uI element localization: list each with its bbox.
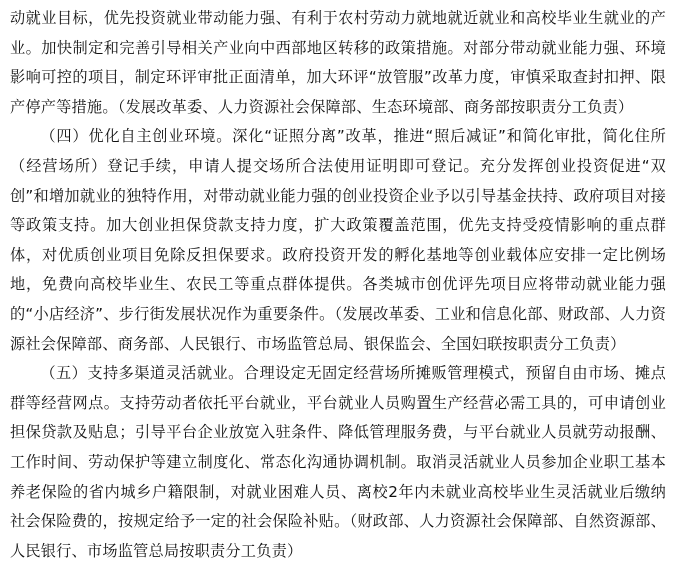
- paragraph-continued: 动就业目标，优先投资就业带动能力强、有利于农村劳动力就地就近就业和高校毕业生就业的产业。加快制定和完善引导相关产业向中西部地区转移的政策措施。对部分带动就业能力强、环境影响可控的项目，制定环评审批正面清单，加大环评“放管服”改革力度，审慎采取查封扣押、限产停产等措施。（发展改革委、人力资源社会保障部、生态环境部、商务部按职责分工负责）: [10, 9, 666, 116]
- paragraph-section-four: （四）优化自主创业环境。深化“证照分离”改革，推进“照后减证”和简化审批，简化住所（经营场所）登记手续，申请人提交场所合法使用证明即可登记。充分发挥创业投资促进“双创”和增加就业的独特作用，对带动就业能力强的创业投资企业予以引导基金扶持、政府项目对接等政策支持。加大创业担保贷款支持力度，扩大政策覆盖范围，优先支持受疫情影响的重点群体，对优质创业项目免除反担保要求。政府投资开发的孵化基地等创业载体应安排一定比例场地，免费向高校毕业生、农民工等重点群体提供。各类城市创优评先项目应将带动就业能力强的“小店经济”、步行街发展状况作为重要条件。（发展改革委、工业和信息化部、财政部、人力资源社会保障部、商务部、人民银行、市场监管总局、银保监会、全国妇联按职责分工负责）: [10, 127, 666, 353]
- paragraph-section-five: （五）支持多渠道灵活就业。合理设定无固定经营场所摊贩管理模式，预留自由市场、摊点群等经营网点。支持劳动者依托平台就业，平台就业人员购置生产经营必需工具的，可申请创业担保贷款及贴息；引导平台企业放宽入驻条件、降低管理服务费，与平台就业人员就劳动报酬、工作时间、劳动保护等建立制度化、常态化沟通协调机制。取消灵活就业人员参加企业职工基本养老保险的省内城乡户籍限制，对就业困难人员、离校2年内未就业高校毕业生灵活就业后缴纳社会保险费的，按规定给予一定的社会保险补贴。（财政部、人力资源社会保障部、自然资源部、人民银行、市场监管总局按职责分工负责）: [10, 364, 666, 560]
